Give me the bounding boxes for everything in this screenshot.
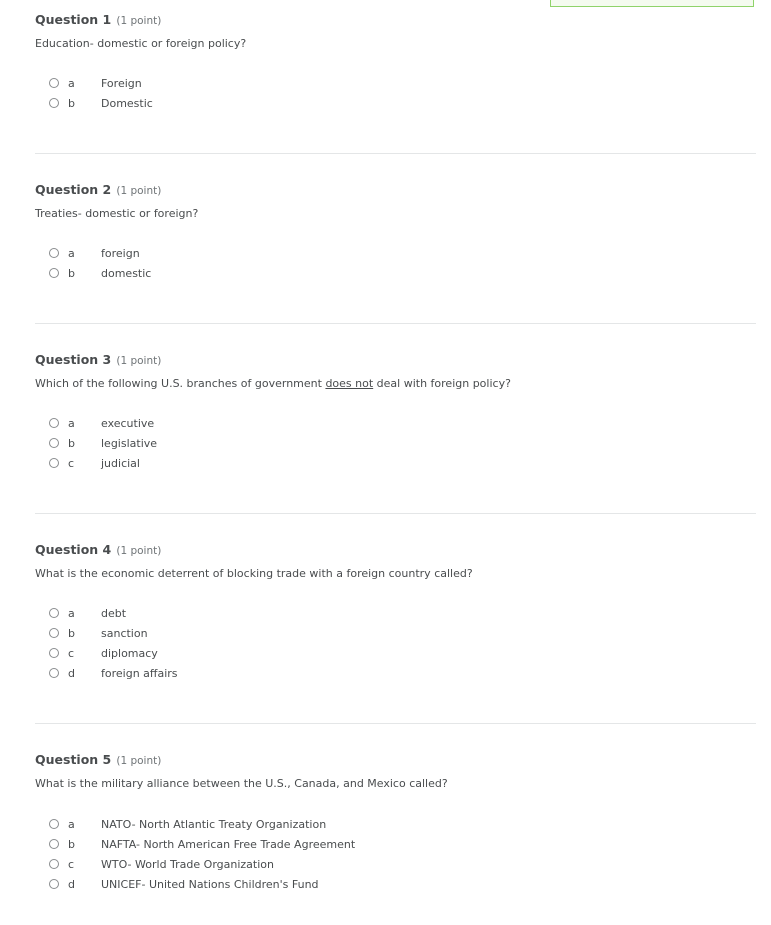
answer-options bbox=[49, 73, 153, 113]
radio-button[interactable] bbox=[49, 839, 59, 849]
question-5 bbox=[35, 750, 756, 891]
option-b[interactable] bbox=[49, 433, 157, 453]
option-c[interactable] bbox=[49, 643, 178, 663]
option-b[interactable] bbox=[49, 623, 178, 643]
answer-options bbox=[49, 243, 151, 283]
option-letter: a bbox=[68, 76, 75, 90]
question-3 bbox=[35, 350, 756, 470]
option-a[interactable] bbox=[49, 243, 151, 263]
question-header bbox=[35, 540, 756, 558]
question-2 bbox=[35, 180, 756, 280]
option-letter: c bbox=[68, 646, 75, 660]
prompt-text: deal with foreign policy? bbox=[373, 377, 511, 390]
question-prompt: Education- domestic or foreign policy? bbox=[35, 37, 247, 50]
option-letter: b bbox=[68, 266, 75, 280]
option-text[interactable]: NAFTA- North American Free Trade Agreement bbox=[101, 837, 356, 851]
option-letter: d bbox=[68, 877, 75, 891]
question-prompt: Treaties- domestic or foreign? bbox=[35, 207, 199, 220]
option-letter: b bbox=[68, 436, 75, 450]
option-letter: a bbox=[68, 416, 75, 430]
radio-button[interactable] bbox=[49, 458, 59, 468]
option-text[interactable]: judicial bbox=[101, 456, 140, 470]
answer-options bbox=[49, 413, 157, 473]
question-prompt: What is the military alliance between the U.S., Canada, and Mexico called? bbox=[35, 777, 448, 790]
radio-button[interactable] bbox=[49, 438, 59, 448]
option-c[interactable] bbox=[49, 453, 157, 473]
question-1 bbox=[35, 10, 756, 110]
question-points: (1 point) bbox=[116, 355, 162, 367]
option-b[interactable] bbox=[49, 834, 355, 854]
question-title: Question 5 bbox=[35, 752, 112, 767]
option-letter: b bbox=[68, 96, 75, 110]
option-text[interactable]: WTO- World Trade Organization bbox=[101, 857, 274, 871]
option-d[interactable] bbox=[49, 663, 178, 683]
question-divider bbox=[35, 153, 756, 154]
option-d[interactable] bbox=[49, 874, 355, 894]
answer-options bbox=[49, 603, 178, 683]
option-text[interactable]: Domestic bbox=[101, 96, 153, 110]
option-a[interactable] bbox=[49, 73, 153, 93]
radio-button[interactable] bbox=[49, 819, 59, 829]
option-text[interactable]: NATO- North Atlantic Treaty Organization bbox=[101, 817, 327, 831]
option-letter: b bbox=[68, 626, 75, 640]
option-text[interactable]: UNICEF- United Nations Children's Fund bbox=[101, 877, 319, 891]
option-a[interactable] bbox=[49, 603, 178, 623]
radio-button[interactable] bbox=[49, 418, 59, 428]
radio-button[interactable] bbox=[49, 78, 59, 88]
prompt-emphasis: does not bbox=[325, 377, 374, 390]
question-divider bbox=[35, 323, 756, 324]
question-points: (1 point) bbox=[116, 545, 162, 557]
question-points: (1 point) bbox=[116, 15, 162, 27]
option-letter: a bbox=[68, 817, 75, 831]
option-b[interactable] bbox=[49, 263, 151, 283]
question-prompt bbox=[35, 377, 511, 390]
option-letter: b bbox=[68, 837, 75, 851]
radio-button[interactable] bbox=[49, 98, 59, 108]
radio-button[interactable] bbox=[49, 248, 59, 258]
radio-button[interactable] bbox=[49, 648, 59, 658]
option-a[interactable] bbox=[49, 413, 157, 433]
question-header bbox=[35, 350, 756, 368]
radio-button[interactable] bbox=[49, 879, 59, 889]
option-text[interactable]: Foreign bbox=[101, 76, 142, 90]
option-letter: d bbox=[68, 666, 75, 680]
radio-button[interactable] bbox=[49, 668, 59, 678]
option-letter: a bbox=[68, 606, 75, 620]
progress-indicator bbox=[550, 0, 754, 7]
option-a[interactable] bbox=[49, 814, 355, 834]
option-letter: a bbox=[68, 246, 75, 260]
question-header bbox=[35, 10, 756, 28]
option-text[interactable]: diplomacy bbox=[101, 646, 158, 660]
option-text[interactable]: debt bbox=[101, 606, 127, 620]
question-prompt: What is the economic deterrent of blocking trade with a foreign country called? bbox=[35, 567, 473, 580]
option-b[interactable] bbox=[49, 93, 153, 113]
question-divider bbox=[35, 723, 756, 724]
option-text[interactable]: executive bbox=[101, 416, 155, 430]
question-title: Question 4 bbox=[35, 542, 112, 557]
option-text[interactable]: foreign bbox=[101, 246, 140, 260]
answer-options bbox=[49, 814, 355, 894]
option-text[interactable]: legislative bbox=[101, 436, 158, 450]
option-text[interactable]: foreign affairs bbox=[101, 666, 178, 680]
option-text[interactable]: domestic bbox=[101, 266, 152, 280]
question-points: (1 point) bbox=[116, 755, 162, 767]
option-letter: c bbox=[68, 456, 75, 470]
radio-button[interactable] bbox=[49, 628, 59, 638]
question-title: Question 3 bbox=[35, 352, 112, 367]
prompt-text: Which of the following U.S. branches of government bbox=[35, 377, 326, 390]
option-text[interactable]: sanction bbox=[101, 626, 148, 640]
question-points: (1 point) bbox=[116, 185, 162, 197]
radio-button[interactable] bbox=[49, 859, 59, 869]
question-divider bbox=[35, 513, 756, 514]
question-header bbox=[35, 750, 756, 768]
question-4 bbox=[35, 540, 756, 680]
radio-button[interactable] bbox=[49, 608, 59, 618]
option-c[interactable] bbox=[49, 854, 355, 874]
question-title: Question 1 bbox=[35, 12, 112, 27]
radio-button[interactable] bbox=[49, 268, 59, 278]
question-header bbox=[35, 180, 756, 198]
option-letter: c bbox=[68, 857, 75, 871]
question-title: Question 2 bbox=[35, 182, 112, 197]
